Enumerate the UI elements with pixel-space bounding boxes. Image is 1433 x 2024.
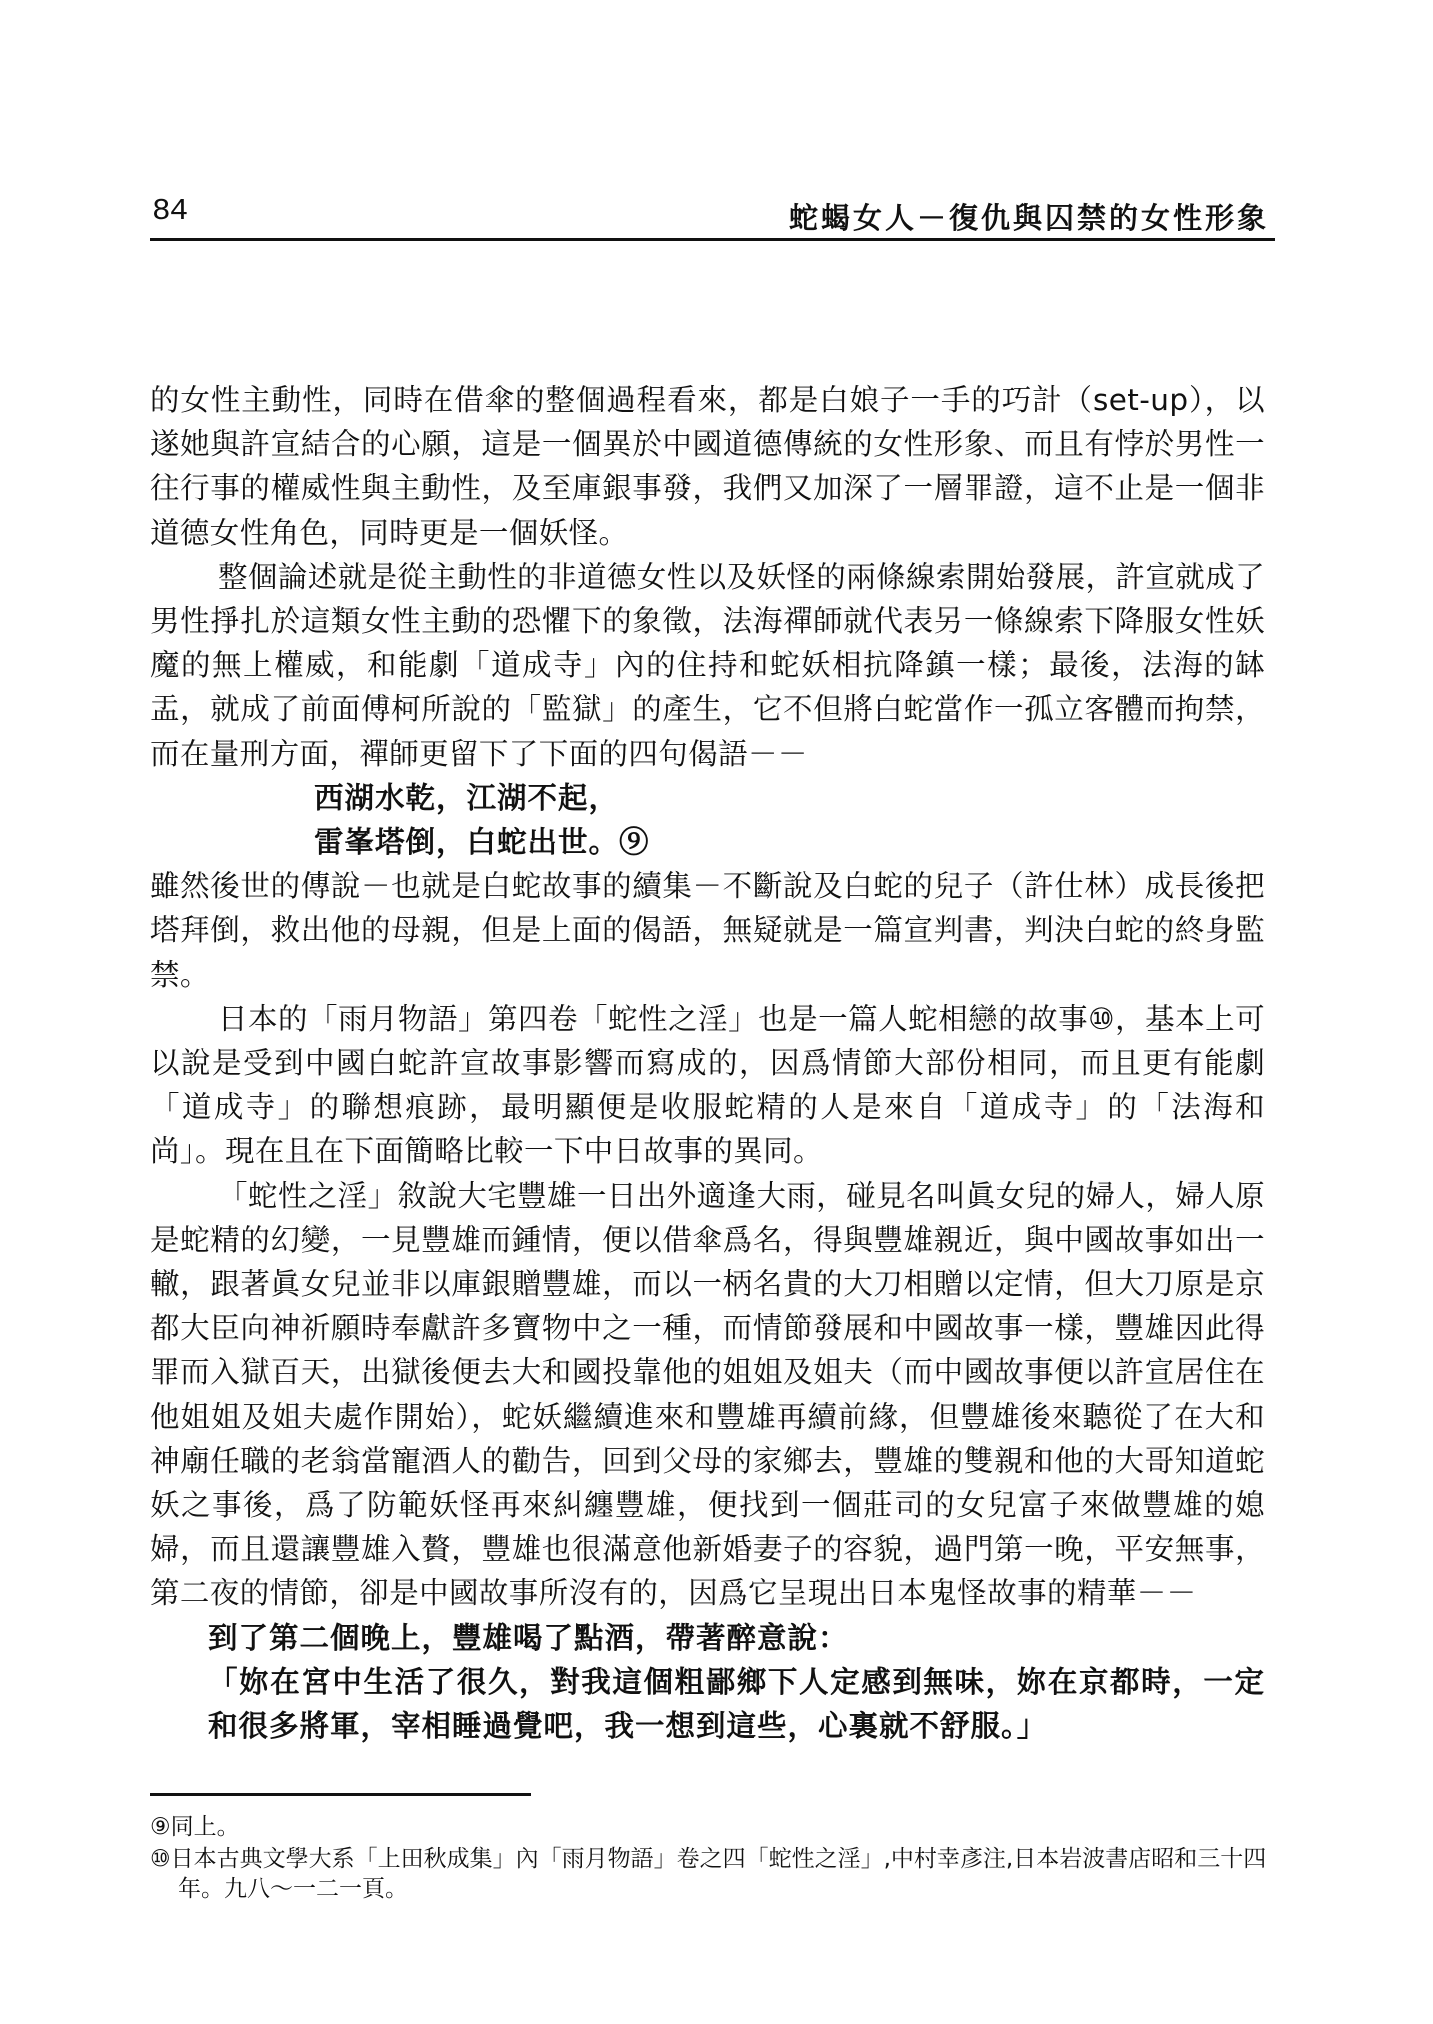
verse-line-2: 雷峯塔倒，白蛇出世。⑨ xyxy=(314,824,650,860)
block-quote: 「妳在宮中生活了很久，對我這個粗鄙鄉下人定感到無味，妳在京都時，一定和很多將軍，宰相睡過覺吧，我一想到這些，心裏就不舒服。」 xyxy=(208,1663,1265,1744)
page-number: 84 xyxy=(152,194,188,229)
footnote-9: ⑨同上。 xyxy=(150,1814,240,1840)
footnote-divider xyxy=(150,1793,531,1796)
paragraph-continuation: 的女性主動性，同時在借傘的整個過程看來，都是白娘子一手的巧計（set-up），以遂她與許宣結合的心願，這是一個異於中國道德傳統的女性形象、而且有悖於男性一往行事的權威性與主動性，及至庫銀事發，我們又加深了一層罪證，這不止是一個非道德女性角色，同時更是一個妖怪。 xyxy=(150,383,1265,550)
paragraph-ugetsu: 日本的「雨月物語」第四卷「蛇性之淫」也是一篇人蛇相戀的故事⑩，基本上可以說是受到中國白蛇許宣故事影響而寫成的，因爲情節大部份相同，而且更有能劇「道成寺」的聯想痕跡，最明顯便是收服蛇精的人是來自「道成寺」的「法海和尚」。現在且在下面簡略比較一下中日故事的異同。 xyxy=(150,1001,1265,1169)
main-text xyxy=(150,378,1265,1748)
paragraph-legend: 雖然後世的傳說－也就是白蛇故事的續集－不斷說及白蛇的兒子（許仕林）成長後把塔拜倒，救出他的母親，但是上面的偈語，無疑就是一篇宣判書，判決白蛇的終身監禁。 xyxy=(150,869,1265,992)
footnotes xyxy=(150,1812,1270,1904)
quote-introduction: 到了第二個晚上，豐雄喝了點酒，帶著醉意說： xyxy=(208,1619,849,1655)
running-title: 蛇蝎女人－復仇與囚禁的女性形象 xyxy=(788,201,1269,235)
page-header xyxy=(150,192,1275,241)
verse-line-1: 西湖水乾，江湖不起， xyxy=(314,779,620,815)
paragraph-discourse: 整個論述就是從主動性的非道德女性以及妖怪的兩條線索開始發展，許宣就成了男性掙扎於這類女性主動的恐懼下的象徵，法海禪師就代表另一條線索下降服女性妖魔的無上權威，和能劇「道成寺」內的住持和蛇妖相抗降鎮一樣；最後，法海的缽盂，就成了前面傅柯所說的「監獄」的產生，它不但將白蛇當作一孤立客體而拘禁，而在量刑方面，禪師更留下了下面的四句偈語－－ xyxy=(150,559,1265,771)
footnote-10: ⑩日本古典文學大系「上田秋成集」內「雨月物語」卷之四「蛇性之淫」,中村幸彥注,日本岩波書店昭和三十四年。九八～一二一頁。 xyxy=(150,1846,1267,1902)
paragraph-plot-summary: 「蛇性之淫」敘說大宅豐雄一日出外適逢大雨，碰見名叫眞女兒的婦人，婦人原是蛇精的幻變，一見豐雄而鍾情，便以借傘爲名，得與豐雄親近，與中國故事如出一轍，跟著眞女兒並非以庫銀贈豐雄，而以一柄名貴的大刀相贈以定情，但大刀原是京都大臣向神祈願時奉獻許多寶物中之一種，而情節發展和中國故事一樣，豐雄因此得罪而入獄百天，出獄後便去大和國投靠他的姐姐及姐夫（而中國故事便以許宣居住在他姐姐及姐夫處作開始），蛇妖繼續進來和豐雄再續前緣，但豐雄後來聽從了在大和神廟任職的老翁當寵酒人的勸告，回到父母的家鄉去，豐雄的雙親和他的大哥知道蛇妖之事後，爲了防範妖怪再來糾纏豐雄，便找到一個莊司的女兒富子來做豐雄的媳婦，而且還讓豐雄入贅，豐雄也很滿意他新婚妻子的容貌，過門第一晚，平安無事，第二夜的情節，卻是中國故事所沒有的，因爲它呈現出日本鬼怪故事的精華－－ xyxy=(150,1178,1265,1611)
